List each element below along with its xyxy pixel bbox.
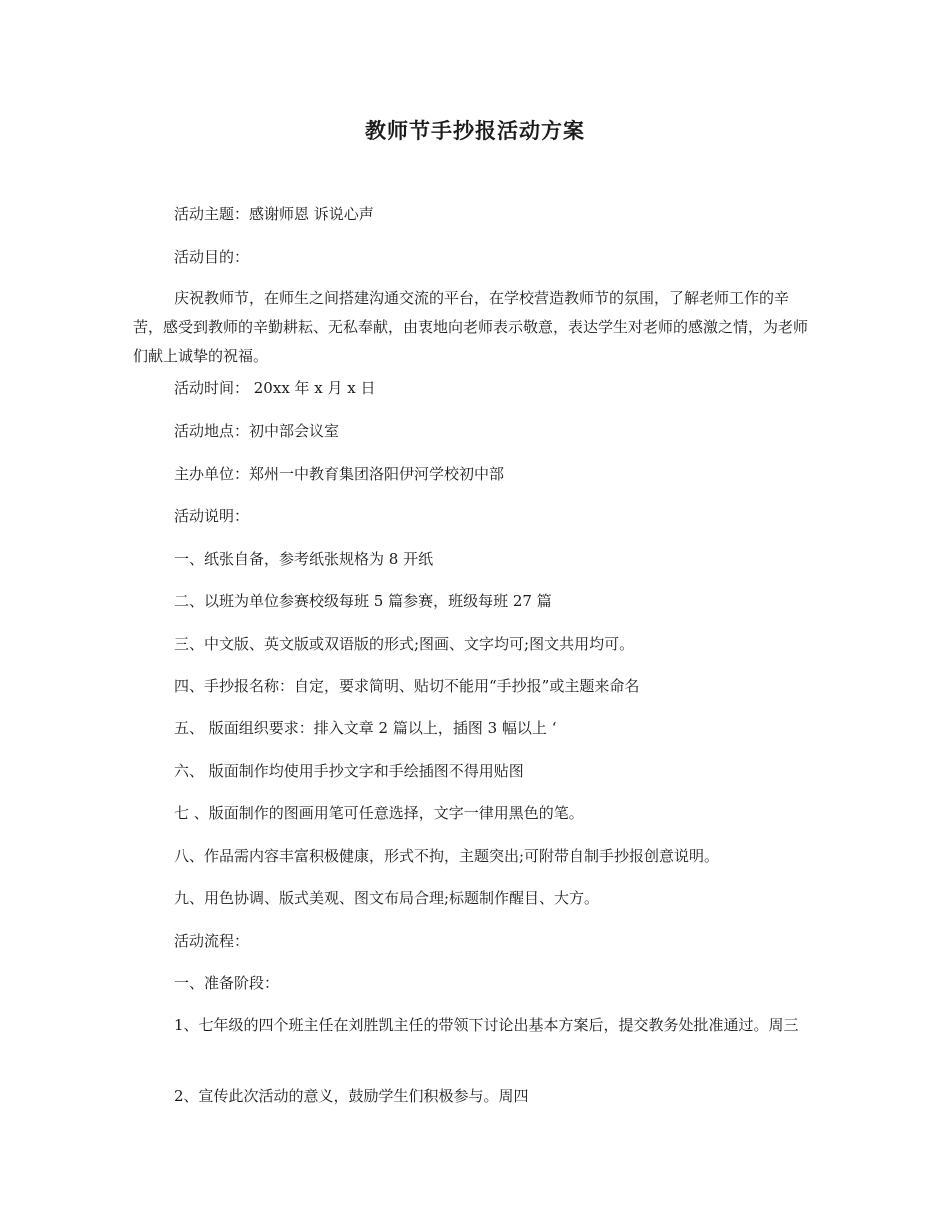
- paragraph-purpose-heading: 活动目的：: [174, 248, 250, 266]
- list-item-note-5: 五、 版面组织要求：排入文章 2 篇以上，插图 3 幅以上 ‘: [174, 719, 557, 737]
- paragraph-location: 活动地点：初中部会议室: [174, 422, 340, 440]
- paragraph-organizer: 主办单位：郑州一中教育集团洛阳伊河学校初中部: [174, 465, 505, 483]
- list-item-note-8: 八、作品需内容丰富积极健康，形式不拘，主题突出;可附带自制手抄报创意说明。: [174, 847, 720, 865]
- paragraph-stage-heading: 一、准备阶段：: [174, 974, 280, 992]
- list-item-note-2: 二、以班为单位参赛校级每班 5 篇参赛，班级每班 27 篇: [174, 592, 552, 610]
- paragraph-notes-heading: 活动说明：: [174, 507, 250, 525]
- list-item-note-3: 三、中文版、英文版或双语版的形式;图画、文字均可;图文共用均可。: [174, 635, 635, 653]
- list-item-note-4: 四、手抄报名称：自定，要求简明、贴切不能用“手抄报”或主题来命名: [174, 677, 640, 695]
- list-item-note-6: 六、 版面制作均使用手抄文字和手绘插图不得用贴图: [174, 762, 524, 780]
- list-item-step-1: 1、七年级的四个班主任在刘胜凯主任的带领下讨论出基本方案后，提交教务处批准通过。周三: [174, 1016, 799, 1034]
- list-item-note-9: 九、用色协调、版式美观、图文布局合理;标题制作醒目、大方。: [174, 889, 600, 907]
- paragraph-purpose-body: 庆祝教师节，在师生之间搭建沟通交流的平台，在学校营造教师节的氛围，了解老师工作的辛苦，感受到教师的辛勤耕耘、无私奉献，由衷地向老师表示敬意，表达学生对老师的感激之情，为老师们献上诚挚的祝福。: [133, 289, 809, 365]
- list-item-note-7: 七 、版面制作的图画用笔可任意选择，文字一律用黑色的笔。: [174, 804, 584, 822]
- paragraph-theme: 活动主题：感谢师恩 诉说心声: [174, 205, 374, 223]
- list-item-step-2: 2、宣传此次活动的意义，鼓励学生们积极参与。周四: [174, 1087, 529, 1105]
- paragraph-time: 活动时间： 20xx 年 x 月 x 日: [174, 379, 376, 397]
- paragraph-process-heading: 活动流程：: [174, 932, 250, 950]
- document-title: 教师节手抄报活动方案: [365, 118, 585, 143]
- list-item-note-1: 一、纸张自备，参考纸张规格为 8 开纸: [174, 550, 434, 568]
